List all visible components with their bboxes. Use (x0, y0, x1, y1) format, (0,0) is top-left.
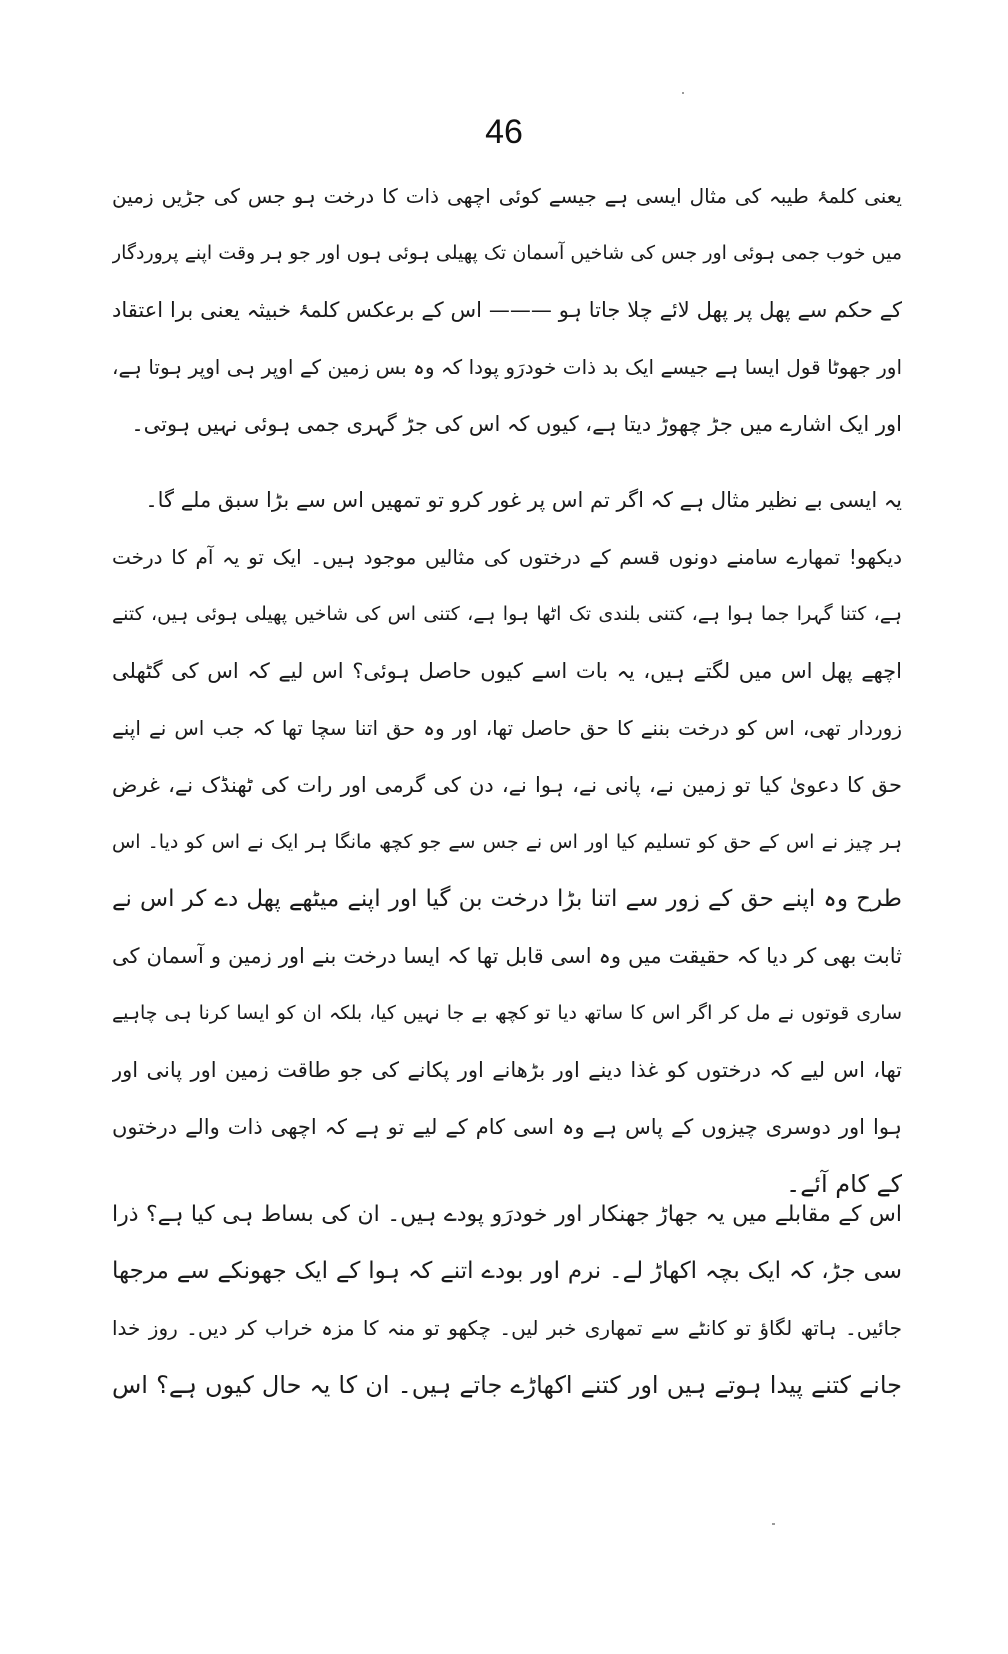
scan-speck (682, 92, 684, 94)
paragraph-1-line: اور جھوٹا قول ایسا ہے جیسے ایک بد ذات خودرَو پودا کہ وہ بس زمین کے اوپر ہی اوپر ہوتا ہے، (112, 355, 902, 379)
paragraph-3-line: سی جڑ، کہ ایک بچہ اکھاڑ لے۔ نرم اور بودے اتنے کہ ہوا کے ایک جھونکے سے مرجھا (112, 1258, 902, 1284)
paragraph-3 (112, 1186, 902, 1414)
paragraph-3-line: اس کے مقابلے میں یہ جھاڑ جھنکار اور خودرَو پودے ہیں۔ ان کی بساط ہی کیا ہے؟ ذرا (112, 1202, 902, 1227)
paragraph-2-line: تھا، اس لیے کہ درختوں کو غذا دینے اور بڑھانے اور پکانے کی جو طاقت زمین اور پانی اور (112, 1058, 902, 1082)
paragraph-2-line: ہوا اور دوسری چیزوں کے پاس ہے وہ اسی کام کے لیے تو ہے کہ اچھی ذات والے درختوں (112, 1115, 902, 1139)
paragraph-2-line: ہر چیز نے اس کے حق کو تسلیم کیا اور اس نے جس سے جو کچھ مانگا ہر ایک نے اس کو دیا۔ اس (112, 831, 902, 853)
paragraph-2-line: زوردار تھی، اس کو درخت بننے کا حق حاصل تھا، اور وہ حق اتنا سچا تھا کہ جب اس نے اپنے (112, 716, 902, 740)
paragraph-2-line: ثابت بھی کر دیا کہ حقیقت میں وہ اسی قابل تھا کہ ایسا درخت بنے اور زمین و آسمان کی (112, 944, 902, 968)
paragraph-2-line: ہے، کتنا گہرا جما ہوا ہے، کتنی بلندی تک اٹھا ہوا ہے، کتنی اس کی شاخیں پھیلی ہوئی ہیں، کتنے (112, 603, 902, 625)
paragraph-2-line: ساری قوتوں نے مل کر اگر اس کا ساتھ دیا تو کچھ بے جا نہیں کیا، بلکہ ان کو ایسا کرنا ہی چاہیے (112, 1002, 902, 1024)
paragraph-3-line: جانے کتنے پیدا ہوتے ہیں اور کتنے اکھاڑے جاتے ہیں۔ ان کا یہ حال کیوں ہے؟ اس (112, 1371, 902, 1399)
paragraph-2-line: حق کا دعویٰ کیا تو زمین نے، پانی نے، ہوا نے، دن کی گرمی اور رات کی ٹھنڈک نے، غرض (112, 773, 902, 797)
paragraph-1-line: کے حکم سے پھل پر پھل لائے چلا جاتا ہو ——— اس کے برعکس کلمۂ خبیثہ یعنی برا اعتقاد (112, 298, 902, 322)
page-number: 46 (485, 113, 523, 151)
paragraph-2-line: طرح وہ اپنے حق کے زور سے اتنا بڑا درخت بن گیا اور اپنے میٹھے پھل دے کر اس نے (112, 886, 902, 912)
paragraph-2-line: دیکھو! تمھارے سامنے دونوں قسم کے درختوں کی مثالیں موجود ہیں۔ ایک تو یہ آم کا درخت (112, 545, 902, 569)
paragraph-1-line: یعنی کلمۂ طیبہ کی مثال ایسی ہے جیسے کوئی اچھی ذات کا درخت ہو جس کی جڑیں زمین (112, 184, 902, 208)
paragraph-2-line: یہ ایسی بے نظیر مثال ہے کہ اگر تم اس پر غور کرو تو تمھیں اس سے بڑا سبق ملے گا۔ (145, 488, 902, 512)
paragraph-1-line: اور ایک اشارے میں جڑ چھوڑ دیتا ہے، کیوں کہ اس کی جڑ گہری جمی ہوئی نہیں ہوتی۔ (131, 412, 902, 436)
paragraph-2-line: کے کام آئے۔ (786, 1170, 902, 1198)
paragraph-1 (112, 168, 902, 453)
scan-speck (772, 1523, 775, 1525)
paragraph-3-line: جائیں۔ ہاتھ لگاؤ تو کانٹے سے تمھاری خبر لیں۔ چکھو تو منہ کا مزہ خراب کر دیں۔ روز خدا (112, 1316, 902, 1340)
paragraph-2 (112, 472, 902, 1213)
paragraph-2-line: اچھے پھل اس میں لگتے ہیں، یہ بات اسے کیوں حاصل ہوئی؟ اس لیے کہ اس کی گٹھلی (112, 659, 902, 683)
paragraph-1-line: میں خوب جمی ہوئی اور جس کی شاخیں آسمان تک پھیلی ہوئی ہوں اور جو ہر وقت اپنے پروردگار (112, 242, 902, 264)
